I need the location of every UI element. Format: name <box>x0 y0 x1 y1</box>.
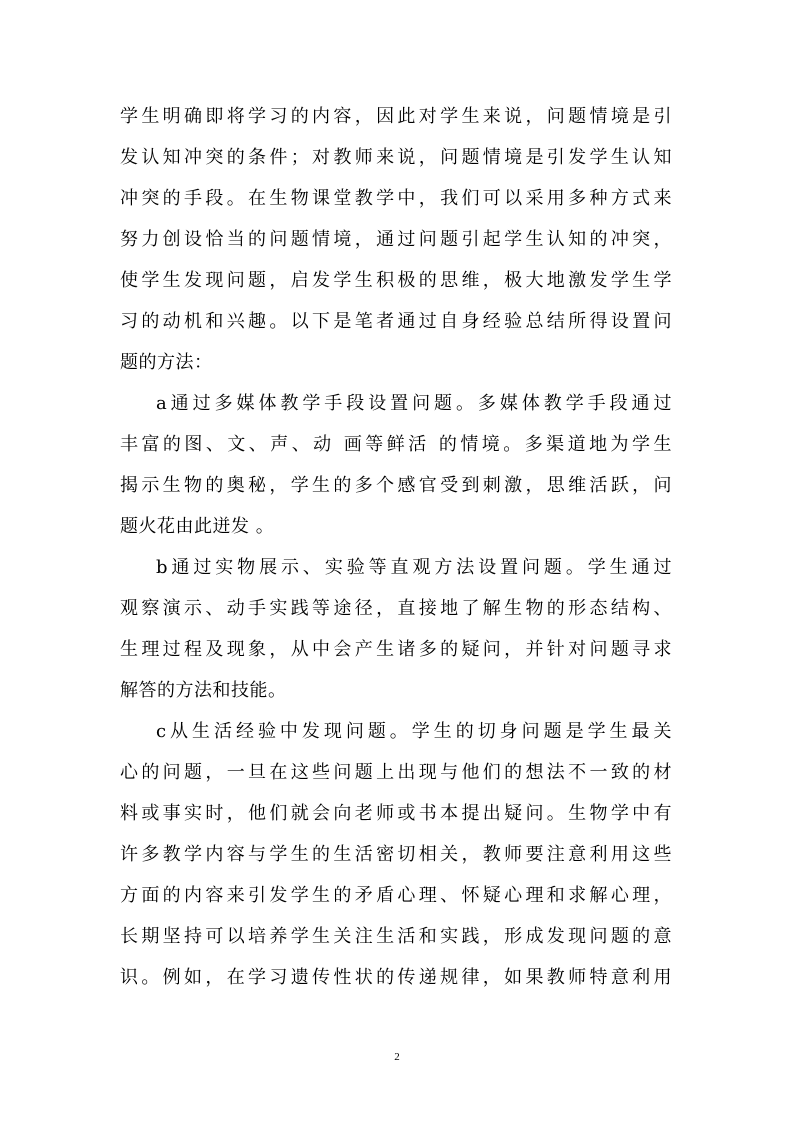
text-line: 长期坚持可以培养学生关注生活和实践，形成发现问题的意 <box>120 926 672 947</box>
text-line: a通过多媒体教学手段设置问题。多媒体教学手段通过 <box>156 393 672 414</box>
text-line: b通过实物展示、实验等直观方法设置问题。学生通过 <box>156 557 672 578</box>
text-line: 努力创设恰当的问题情境，通过问题引起学生认知的冲突， <box>120 229 672 250</box>
text-line: 发认知冲突的条件；对教师来说，问题情境是引发学生认知 <box>120 147 672 168</box>
text-line: 揭示生物的奥秘，学生的多个感官受到刺激，思维活跃，问 <box>120 475 672 496</box>
text-line: 题火花由此迸发 。 <box>120 516 275 537</box>
text-line: 冲突的手段。在生物课堂教学中，我们可以采用多种方式来 <box>120 188 672 209</box>
text-line: 许多教学内容与学生的生活密切相关，教师要注意利用这些 <box>120 844 672 865</box>
text-line: 识。例如，在学习遗传性状的传递规律，如果教师特意利用 <box>120 967 672 988</box>
page-number: 2 <box>394 1051 400 1063</box>
text-line: 料或事实时，他们就会向老师或书本提出疑问。生物学中有 <box>120 803 672 824</box>
text-line: c从生活经验中发现问题。学生的切身问题是学生最关 <box>156 721 672 742</box>
body-text <box>120 96 672 998</box>
text-line: 丰富的图、文、声、动 画等鲜活 的情境。多渠道地为学生 <box>120 434 672 455</box>
text-line: 使学生发现问题，启发学生积极的思维，极大地激发学生学 <box>120 270 672 291</box>
text-line: 解答的方法和技能。 <box>120 680 287 701</box>
text-line: 学生明确即将学习的内容，因此对学生来说，问题情境是引 <box>120 106 672 127</box>
text-line: 心的问题，一旦在这些问题上出现与他们的想法不一致的材 <box>120 762 672 783</box>
text-line: 方面的内容来引发学生的矛盾心理、怀疑心理和求解心理， <box>120 885 672 906</box>
text-line: 题的方法： <box>120 352 213 373</box>
text-line: 习的动机和兴趣。以下是笔者通过自身经验总结所得设置问 <box>120 311 672 332</box>
text-line: 观察演示、动手实践等途径，直接地了解生物的形态结构、 <box>120 598 672 619</box>
text-line: 生理过程及现象，从中会产生诸多的疑问，并针对问题寻求 <box>120 639 672 660</box>
